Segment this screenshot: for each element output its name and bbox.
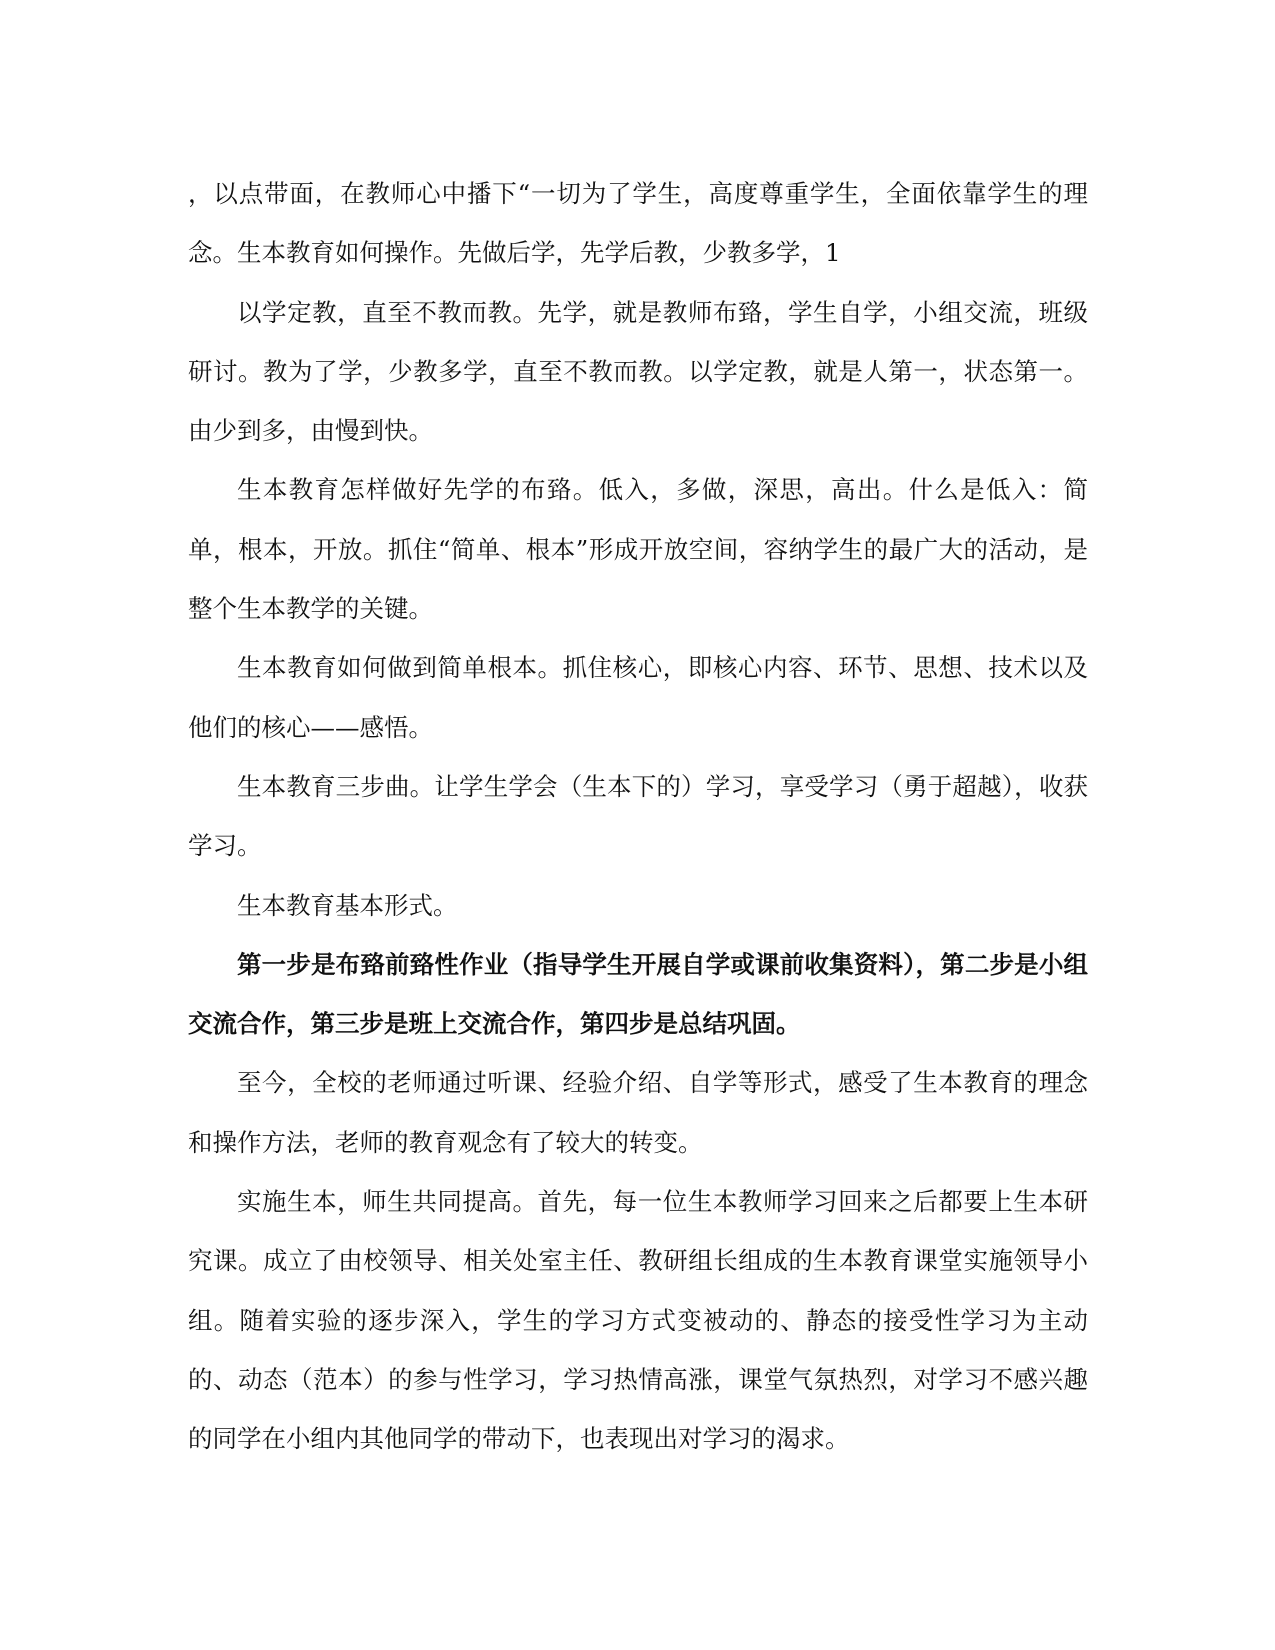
paragraph-5: 生本教育三步曲。让学生学会（生本下的）学习，享受学习（勇于超越），收获学习。 bbox=[188, 771, 1088, 861]
paragraph-4: 生本教育如何做到简单根本。抓住核心，即核心内容、环节、思想、技术以及他们的核心——感悟。 bbox=[188, 653, 1088, 742]
paragraph-7-bold: 第一步是布臵前臵性作业（指导学生开展自学或课前收集资料），第二步是小组交流合作，第三步是班上交流合作，第四步是总结巩固。 bbox=[188, 949, 1088, 1039]
paragraph-8: 至今，全校的老师通过听课、经验介绍、自学等形式，感受了生本教育的理念和操作方法，老师的教育观念有了较大的转变。 bbox=[188, 1068, 1088, 1157]
paragraph-1: ，以点带面，在教师心中播下“一切为了学生，高度尊重学生，全面依靠学生的理念。生本教育如何操作。先做后学，先学后教，少教多学，1 bbox=[188, 179, 1088, 268]
paragraph-6: 生本教育基本形式。 bbox=[237, 890, 458, 920]
document-body bbox=[188, 164, 1088, 1469]
paragraph-9: 实施生本，师生共同提高。首先，每一位生本教师学习回来之后都要上生本研究课。成立了由校领导、相关处室主任、教研组长组成的生本教育课堂实施领导小组。随着实验的逐步深入，学生的学习方式变被动的、静态的接受性学习为主动的、动态（范本）的参与性学习，学习热情高涨，课堂气氛热烈，对学习不感兴趣的同学在小组内其他同学的带动下，也表现出对学习的渴求。 bbox=[188, 1187, 1088, 1454]
paragraph-2: 以学定教，直至不教而教。先学，就是教师布臵，学生自学，小组交流，班级研讨。教为了学，少教多学，直至不教而教。以学定教，就是人第一，状态第一。由少到多，由慢到快。 bbox=[188, 297, 1088, 446]
paragraph-3: 生本教育怎样做好先学的布臵。低入，多做，深思，高出。什么是低入：简单，根本，开放。抓住“简单、根本”形成开放空间，容纳学生的最广大的活动，是整个生本教学的关键。 bbox=[188, 475, 1088, 624]
